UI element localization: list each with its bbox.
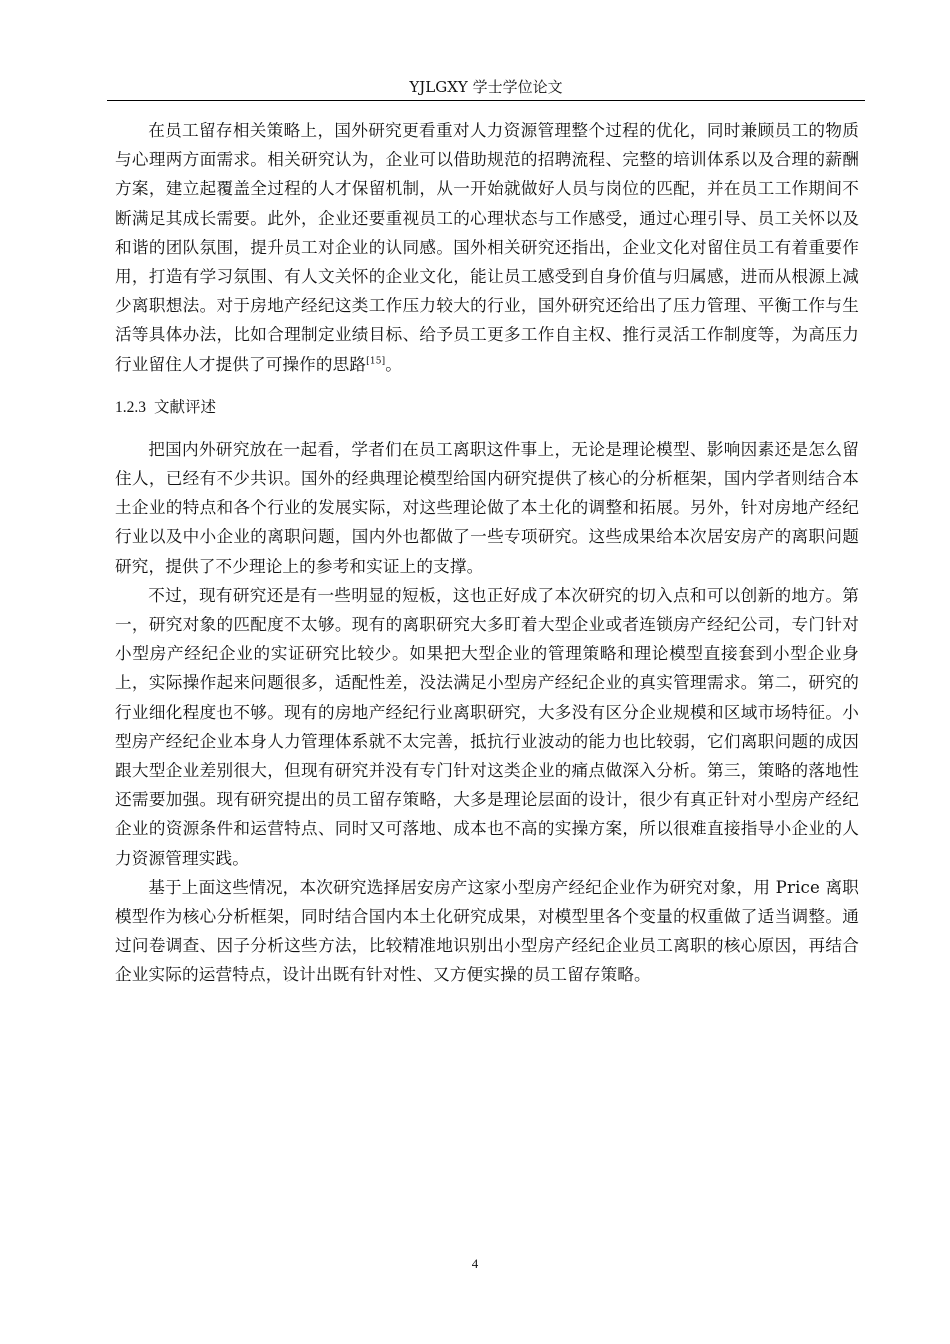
page-body bbox=[115, 116, 859, 990]
running-header bbox=[107, 76, 865, 101]
section-title: 文献评述 bbox=[154, 397, 217, 416]
section-number: 1.2.3 bbox=[115, 398, 146, 416]
section-heading bbox=[115, 395, 859, 420]
paragraph-research-approach: 基于上面这些情况，本次研究选择居安房产这家小型房产经纪企业作为研究对象，用 Price 离职模型作为核心分析框架，同时结合国内本土化研究成果，对模型里各个变量的权重做了适当调整。通过问卷调查、因子分析这些方法，比较精准地识别出小型房产经纪企业员工离职的核心原因，再结合企业实际的运营特点，设计出既有针对性、又方便实操的员工留存策略。 bbox=[115, 877, 859, 985]
paragraph-research-gaps: 不过，现有研究还是有一些明显的短板，这也正好成了本次研究的切入点和可以创新的地方。第一，研究对象的匹配度不太够。现有的离职研究大多盯着大型企业或者连锁房产经纪公司，专门针对小型房产经纪企业的实证研究比较少。如果把大型企业的管理策略和理论模型直接套到小型企业身上，实际操作起来问题很多，适配性差，没法满足小型房产经纪企业的真实管理需求。第二，研究的行业细化程度也不够。现有的房地产经纪行业离职研究，大多没有区分企业规模和区域市场特征。小型房产经纪企业本身人力管理体系就不太完善，抵抗行业波动的能力也比较弱，它们离职问题的成因跟大型企业差别很大，但现有研究并没有专门针对这类企业的痛点做深入分析。第三，策略的落地性还需要加强。现有研究提出的员工留存策略，大多是理论层面的设计，很少有真正针对小型房产经纪企业的资源条件和运营特点、同时又可落地、成本也不高的实操方案，所以很难直接指导小企业的人力资源管理实践。 bbox=[115, 585, 859, 868]
paragraph-tail: 。 bbox=[385, 354, 402, 374]
paragraph-literature-summary: 把国内外研究放在一起看，学者们在员工离职这件事上，无论是理论模型、影响因素还是怎么留住人，已经有不少共识。国外的经典理论模型给国内研究提供了核心的分析框架，国内学者则结合本土企业的特点和各个行业的发展实际，对这些理论做了本土化的调整和拓展。另外，针对房地产经纪行业以及中小企业的离职问题，国内外也都做了一些专项研究。这些成果给本次居安房产的离职问题研究，提供了不少理论上的参考和实证上的支撑。 bbox=[115, 439, 859, 576]
citation-marker: [15] bbox=[366, 356, 386, 367]
header-title: YJLGXY 学士学位论文 bbox=[409, 78, 563, 96]
paragraph-retention-strategies bbox=[115, 116, 859, 379]
page-number: 4 bbox=[471, 1256, 479, 1271]
paragraph-text: 在员工留存相关策略上，国外研究更看重对人力资源管理整个过程的优化，同时兼顾员工的物质与心理两方面需求。相关研究认为，企业可以借助规范的招聘流程、完整的培训体系以及合理的薪酬方案，建立起覆盖全过程的人才保留机制，从一开始就做好人员与岗位的匹配，并在员工工作期间不断满足其成长需要。此外，企业还要重视员工的心理状态与工作感受，通过心理引导、员工关怀以及和谐的团队氛围，提升员工对企业的认同感。国外相关研究还指出，企业文化对留住员工有着重要作用，打造有学习氛围、有人文关怀的企业文化，能让员工感受到自身价值与归属感，进而从根源上减少离职想法。对于房地产经纪这类工作压力较大的行业，国外研究还给出了压力管理、平衡工作与生活等具体办法，比如合理制定业绩目标、给予员工更多工作自主权、推行灵活工作制度等，为高压力行业留住人才提供了可操作的思路 bbox=[115, 121, 859, 374]
